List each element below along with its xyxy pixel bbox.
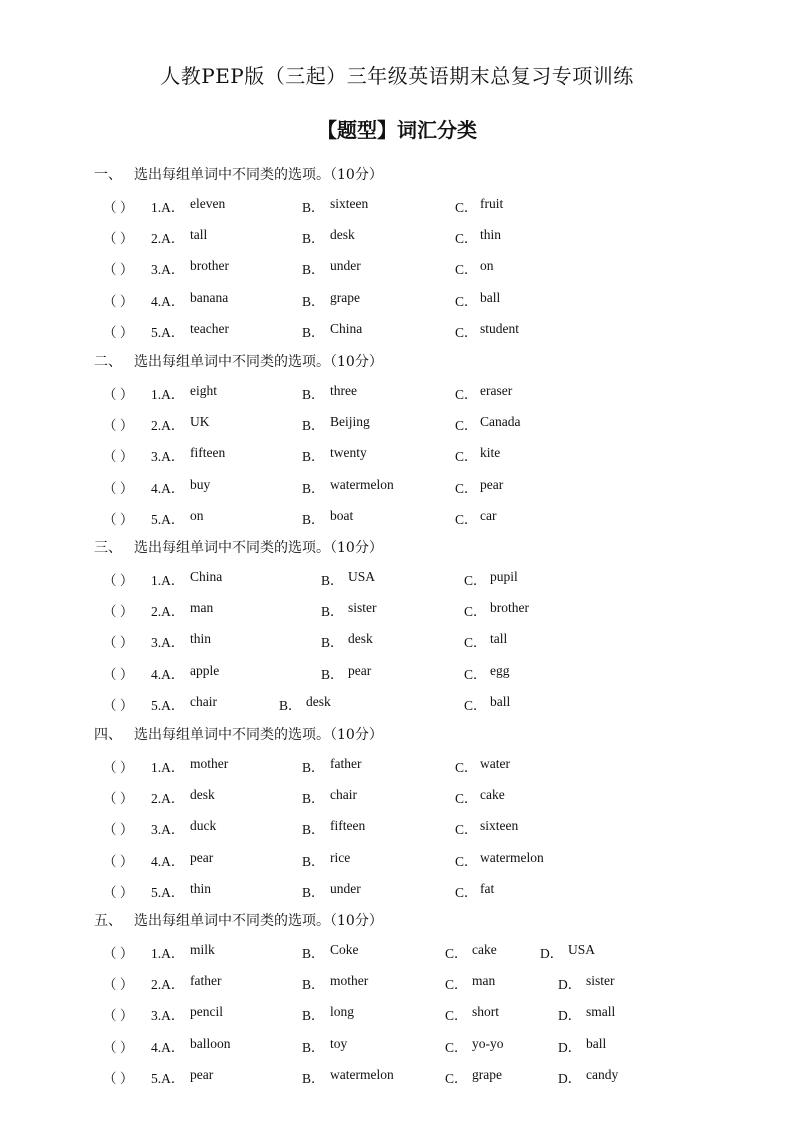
option-b-label: B．	[302, 387, 325, 402]
answer-blank[interactable]: （ ）	[103, 822, 134, 838]
option-b-text: Coke	[330, 942, 359, 957]
option-b-text: fifteen	[330, 818, 366, 834]
option-c-label: C．	[464, 666, 487, 682]
option-c-label: C．	[455, 822, 478, 838]
option-a-text: milk	[190, 942, 215, 957]
option-c-text: fruit	[480, 196, 504, 211]
question-number: 5.A．	[151, 884, 185, 900]
question-row	[0, 321, 794, 341]
question-number: 2.A．	[151, 791, 185, 807]
option-b-label: B．	[302, 1008, 325, 1024]
option-d-label: D．	[558, 977, 582, 993]
option-c-label: C．	[455, 418, 478, 434]
option-d-label: D．	[558, 1070, 582, 1086]
option-b-label: B．	[302, 1039, 325, 1055]
option-c-label: C．	[445, 977, 468, 993]
question-row	[0, 258, 794, 278]
section-heading	[94, 164, 383, 184]
option-a-text: duck	[190, 818, 217, 834]
option-c-text: sixteen	[480, 818, 519, 834]
option-b-text: long	[330, 1004, 355, 1020]
question-row	[0, 445, 794, 465]
question-row	[0, 973, 794, 993]
question-number: 4.A．	[151, 666, 185, 682]
option-c-label: C．	[464, 635, 487, 651]
option-c-label: C．	[455, 449, 478, 465]
option-b-label: B．	[321, 604, 344, 620]
answer-blank[interactable]: （ ）	[103, 573, 134, 588]
answer-blank[interactable]: （ ）	[103, 1008, 134, 1024]
question-number: 4.A．	[151, 480, 185, 496]
option-c-text: short	[472, 1004, 499, 1020]
option-c-label: C．	[455, 262, 478, 278]
question-row	[0, 600, 794, 620]
option-d-text: sister	[586, 973, 615, 989]
option-b-label: B．	[302, 480, 325, 496]
option-c-text: cake	[472, 942, 497, 957]
option-a-text: UK	[190, 414, 210, 430]
section-heading	[94, 537, 383, 557]
option-b-label: B．	[302, 884, 325, 900]
answer-blank[interactable]: （ ）	[103, 293, 134, 309]
option-c-label: C．	[464, 573, 487, 588]
section-instruction: 选出每组单词中不同类的选项。（10分）	[134, 354, 383, 370]
option-b-text: sister	[348, 600, 377, 616]
option-b-text: boat	[330, 507, 354, 523]
answer-blank[interactable]: （ ）	[103, 977, 134, 993]
question-number: 5.A．	[151, 324, 185, 340]
question-row	[0, 1036, 794, 1056]
option-b-text: sixteen	[330, 196, 369, 211]
page-title: 人教PEP版（三起）三年级英语期末总复习专项训练	[160, 64, 634, 88]
option-d-text: ball	[586, 1035, 607, 1051]
option-d-text: candy	[586, 1066, 619, 1082]
answer-blank[interactable]: （ ）	[103, 946, 134, 961]
option-b-text: under	[330, 258, 361, 274]
section-number: 三、	[94, 540, 122, 556]
option-c-text: kite	[480, 445, 501, 461]
question-number: 2.A．	[151, 231, 185, 247]
question-number: 5.A．	[151, 1070, 185, 1086]
answer-blank[interactable]: （ ）	[103, 884, 134, 900]
question-number: 3.A．	[151, 635, 185, 651]
question-row	[0, 569, 794, 589]
question-row	[0, 414, 794, 434]
question-row	[0, 756, 794, 776]
option-d-text: small	[586, 1004, 616, 1020]
option-b-label: B．	[302, 822, 325, 838]
option-c-label: C．	[455, 231, 478, 247]
option-a-text: teacher	[190, 320, 229, 336]
option-c-text: student	[480, 320, 519, 336]
option-b-text: desk	[348, 631, 373, 647]
option-b-text: grape	[330, 289, 360, 305]
option-a-text: buy	[190, 476, 211, 492]
option-b-label: B．	[321, 635, 344, 651]
option-b-label: B．	[321, 666, 344, 682]
option-d-label: D．	[558, 1039, 582, 1055]
option-c-label: C．	[464, 604, 487, 620]
option-b-text: pear	[348, 662, 372, 678]
answer-blank[interactable]: （ ）	[103, 666, 134, 682]
question-number: 2.A．	[151, 418, 185, 434]
option-c-text: pear	[480, 476, 504, 492]
option-b-label: B．	[302, 200, 325, 215]
question-row	[0, 818, 794, 838]
option-c-text: grape	[472, 1066, 502, 1082]
option-b-text: watermelon	[330, 476, 394, 492]
option-b-text: twenty	[330, 445, 367, 461]
option-c-label: C．	[455, 760, 478, 775]
question-number: 5.A．	[151, 697, 185, 713]
option-c-text: brother	[490, 600, 529, 616]
question-row	[0, 663, 794, 683]
option-b-text: China	[330, 320, 363, 336]
question-row	[0, 508, 794, 528]
answer-blank[interactable]: （ ）	[103, 387, 134, 402]
question-row	[0, 850, 794, 870]
answer-blank[interactable]: （ ）	[103, 231, 134, 247]
option-a-text: on	[190, 507, 204, 523]
question-number: 5.A．	[151, 511, 185, 527]
option-c-label: C．	[455, 511, 478, 527]
option-c-label: C．	[455, 387, 478, 402]
option-a-text: tall	[190, 227, 208, 243]
option-d-label: D．	[540, 946, 564, 961]
answer-blank[interactable]: （ ）	[103, 200, 134, 215]
option-a-text: eleven	[190, 196, 226, 211]
option-a-text: eight	[190, 383, 217, 398]
question-number: 1.A．	[151, 387, 185, 402]
option-c-label: C．	[455, 480, 478, 496]
question-number: 1.A．	[151, 200, 185, 215]
option-a-text: desk	[190, 787, 215, 803]
option-c-text: pupil	[490, 569, 518, 584]
option-b-text: rice	[330, 849, 351, 865]
answer-blank[interactable]: （ ）	[103, 324, 134, 340]
question-row	[0, 942, 794, 962]
option-c-label: C．	[455, 791, 478, 807]
option-b-text: father	[330, 756, 362, 771]
question-row	[0, 227, 794, 247]
option-c-text: water	[480, 756, 510, 771]
question-row	[0, 694, 794, 714]
answer-blank[interactable]: （ ）	[103, 635, 134, 651]
option-a-text: fifteen	[190, 445, 226, 461]
option-a-text: pear	[190, 1066, 214, 1082]
option-c-text: Canada	[480, 414, 521, 430]
answer-blank[interactable]: （ ）	[103, 791, 134, 807]
section-number: 四、	[94, 727, 122, 743]
option-c-label: C．	[455, 324, 478, 340]
answer-blank[interactable]: （ ）	[103, 1070, 134, 1086]
option-b-label: B．	[302, 853, 325, 869]
answer-blank[interactable]: （ ）	[103, 760, 134, 775]
option-b-text: toy	[330, 1035, 348, 1051]
question-number: 4.A．	[151, 853, 185, 869]
question-row	[0, 631, 794, 651]
option-a-text: chair	[190, 693, 217, 709]
answer-blank[interactable]: （ ）	[103, 697, 134, 713]
option-c-text: eraser	[480, 383, 513, 398]
option-a-text: thin	[190, 880, 212, 896]
option-b-text: desk	[306, 693, 331, 709]
option-a-text: balloon	[190, 1035, 231, 1051]
option-d-label: D．	[558, 1008, 582, 1024]
section-number: 一、	[94, 167, 122, 183]
option-b-label: B．	[302, 418, 325, 434]
option-c-label: C．	[455, 200, 478, 215]
question-number: 4.A．	[151, 293, 185, 309]
question-number: 2.A．	[151, 604, 185, 620]
option-c-text: tall	[490, 631, 508, 647]
option-c-label: C．	[445, 1039, 468, 1055]
question-row	[0, 787, 794, 807]
option-b-label: B．	[302, 511, 325, 527]
option-c-label: C．	[445, 946, 468, 961]
option-c-text: thin	[480, 227, 502, 243]
option-c-label: C．	[455, 853, 478, 869]
option-a-text: brother	[190, 258, 229, 274]
option-b-label: B．	[302, 262, 325, 278]
option-c-text: on	[480, 258, 494, 274]
option-c-text: cake	[480, 787, 505, 803]
question-number: 3.A．	[151, 449, 185, 465]
question-row	[0, 477, 794, 497]
question-number: 3.A．	[151, 822, 185, 838]
option-c-text: car	[480, 507, 497, 523]
answer-blank[interactable]: （ ）	[103, 1039, 134, 1055]
option-b-label: B．	[302, 293, 325, 309]
option-d-text: USA	[568, 942, 596, 957]
option-a-text: thin	[190, 631, 212, 647]
option-c-text: watermelon	[480, 849, 544, 865]
option-b-text: under	[330, 880, 361, 896]
option-b-label: B．	[302, 231, 325, 247]
option-b-text: mother	[330, 973, 369, 989]
option-b-label: B．	[302, 1070, 325, 1086]
option-c-label: C．	[445, 1008, 468, 1024]
section-instruction: 选出每组单词中不同类的选项。（10分）	[134, 727, 383, 743]
question-number: 2.A．	[151, 977, 185, 993]
question-row	[0, 290, 794, 310]
answer-blank[interactable]: （ ）	[103, 480, 134, 496]
section-number: 二、	[94, 354, 122, 370]
option-b-label: B．	[302, 791, 325, 807]
option-b-text: watermelon	[330, 1066, 394, 1082]
answer-blank[interactable]: （ ）	[103, 418, 134, 434]
question-row	[0, 383, 794, 403]
option-b-label: B．	[302, 449, 325, 465]
section-heading	[94, 724, 383, 744]
option-b-text: USA	[348, 569, 376, 584]
section-heading	[94, 351, 383, 371]
answer-blank[interactable]: （ ）	[103, 449, 134, 465]
option-c-text: egg	[490, 662, 510, 678]
answer-blank[interactable]: （ ）	[103, 511, 134, 527]
question-row	[0, 1004, 794, 1024]
option-b-text: chair	[330, 787, 357, 803]
question-number: 3.A．	[151, 1008, 185, 1024]
section-number: 五、	[94, 913, 122, 929]
question-number: 1.A．	[151, 946, 185, 961]
option-a-text: China	[190, 569, 223, 584]
option-c-label: C．	[464, 697, 487, 713]
option-c-text: ball	[490, 693, 511, 709]
option-b-text: desk	[330, 227, 355, 243]
question-number: 1.A．	[151, 573, 185, 588]
option-b-text: Beijing	[330, 414, 370, 430]
option-b-label: B．	[302, 977, 325, 993]
option-c-label: C．	[455, 293, 478, 309]
option-b-label: B．	[279, 697, 302, 713]
option-c-label: C．	[445, 1070, 468, 1086]
option-c-text: fat	[480, 880, 495, 896]
question-row	[0, 881, 794, 901]
option-a-text: father	[190, 973, 222, 989]
option-b-label: B．	[321, 573, 344, 588]
answer-blank[interactable]: （ ）	[103, 262, 134, 278]
question-number: 4.A．	[151, 1039, 185, 1055]
option-a-text: man	[190, 600, 214, 616]
option-a-text: banana	[190, 289, 229, 305]
option-a-text: mother	[190, 756, 229, 771]
option-a-text: pencil	[190, 1004, 223, 1020]
question-row	[0, 1067, 794, 1087]
option-b-label: B．	[302, 324, 325, 340]
option-c-text: man	[472, 973, 496, 989]
option-c-text: ball	[480, 289, 501, 305]
question-row	[0, 196, 794, 216]
section-instruction: 选出每组单词中不同类的选项。（10分）	[134, 540, 383, 556]
option-b-label: B．	[302, 760, 325, 775]
option-b-label: B．	[302, 946, 325, 961]
option-b-text: three	[330, 383, 357, 398]
answer-blank[interactable]: （ ）	[103, 604, 134, 620]
option-a-text: apple	[190, 662, 220, 678]
option-c-text: yo-yo	[472, 1035, 504, 1051]
page-subtitle: 【题型】词汇分类	[317, 118, 477, 142]
section-instruction: 选出每组单词中不同类的选项。（10分）	[134, 913, 383, 929]
option-c-label: C．	[455, 884, 478, 900]
question-number: 3.A．	[151, 262, 185, 278]
section-heading	[94, 910, 383, 930]
section-instruction: 选出每组单词中不同类的选项。（10分）	[134, 167, 383, 183]
option-a-text: pear	[190, 849, 214, 865]
answer-blank[interactable]: （ ）	[103, 853, 134, 869]
question-number: 1.A．	[151, 760, 185, 775]
